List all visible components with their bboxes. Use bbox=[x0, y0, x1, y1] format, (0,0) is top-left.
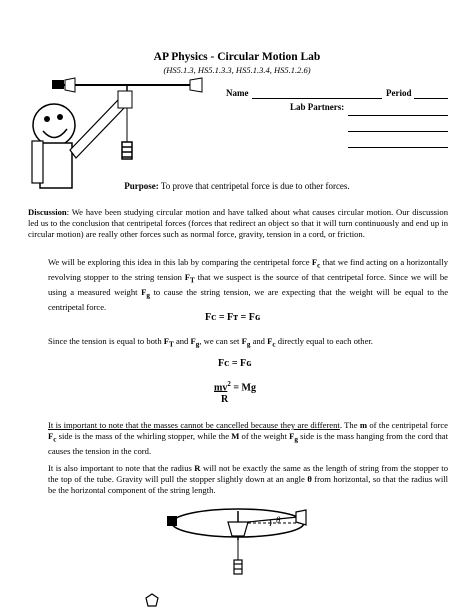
purpose-label: Purpose: bbox=[124, 181, 159, 191]
equation-fc-equals-fg: Fᴄ = Fɢ bbox=[218, 358, 253, 369]
name-label: Name bbox=[226, 88, 249, 98]
discussion-paragraph-4: It is important to note that the masses cannot be cancelled because they are different. The m of the centripetal force $F_c$ side is the mass of the whirling stopper, while the M of the weight $F_g$ side is the mass hanging from the cord that causes the tension in the cord. bbox=[48, 420, 448, 457]
discussion-label: Discussion bbox=[28, 207, 67, 217]
discussion-paragraph-2: We will be exploring this idea in this lab by comparing the centripetal force $F_c$ that we find acting on a horizontally revolving stopper to the string tension $F_T$ that we suspect is the source of that centripetal force. Since we will be using a measured weight $F_g$ to cause the string tension, we are expecting that the weight will be equal to the centripetal force. bbox=[48, 257, 449, 312]
page-title: AP Physics - Circular Motion Lab bbox=[153, 51, 321, 63]
equation-mv2-over-r: $mv^2 = Mg$ bbox=[214, 380, 256, 394]
period-label: Period bbox=[386, 88, 412, 98]
equation-rhs: = Mg bbox=[230, 382, 256, 394]
equation-numerator: mv bbox=[214, 382, 228, 394]
discussion-paragraph-5: It is also important to note that the radius R will not be exactly the same as the length of string from the stopper to the top of the tube. Gravity will pull the stopper slightly down at an angle θ from horizontal, so that the radius will be the horizontal component of the string length. bbox=[48, 463, 449, 496]
standards-subtitle: (HS5.1.3, HS5.1.3.3, HS5.1.3.4, HS5.1.2.6) bbox=[163, 65, 311, 75]
discussion-text: : We have been studying circular motion and have talked about what causes circular motion. Our discussion led us to the conclusion that centripetal forces (forces that redirect an object so that it will turn continuously and end up in circular motion) are really other forces such as normal force, gravity, tension in a cord, or friction. bbox=[28, 207, 448, 240]
lab-partners-label: Lab Partners: bbox=[290, 102, 345, 112]
equation-forces-equal: Fᴄ = Fᴛ = Fɢ bbox=[205, 312, 261, 323]
theta-label: θ bbox=[276, 515, 281, 525]
discussion-paragraph-3: Since the tension is equal to both $F_T$ and $F_g$, we can set $F_g$ and $F_c$ directly equal to each other. bbox=[48, 336, 373, 349]
purpose-text: To prove that centripetal force is due to other forces. bbox=[160, 181, 350, 191]
equation-denominator: R bbox=[221, 394, 229, 405]
